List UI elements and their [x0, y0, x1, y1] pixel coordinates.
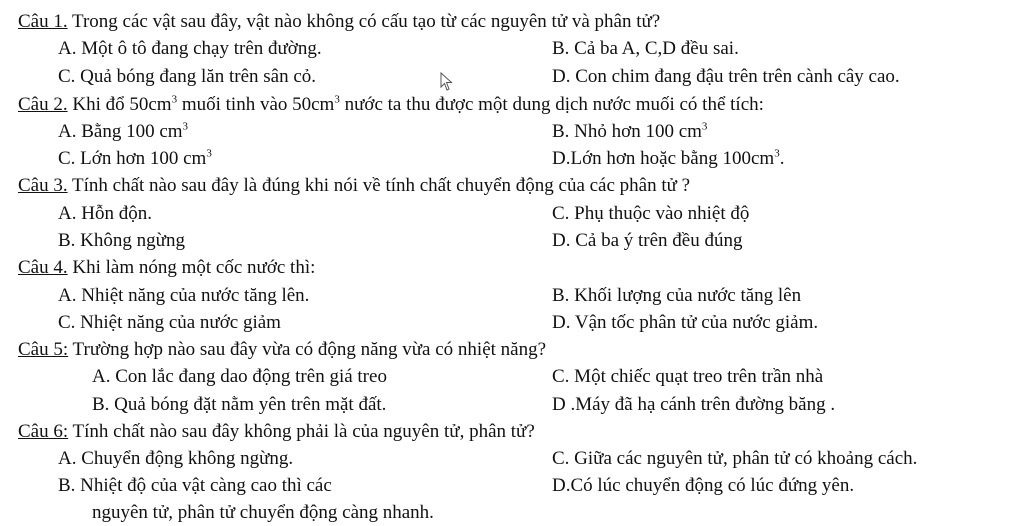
superscript: 3 — [171, 93, 178, 106]
question-2-option-d — [552, 147, 784, 170]
question-6 — [18, 420, 535, 443]
question-2 — [18, 93, 764, 116]
question-6-option-d: D.Có lúc chuyển động có lúc đứng yên. — [552, 475, 855, 496]
question-4-option-b: B. Khối lượng của nước tăng lên — [552, 285, 802, 306]
option-text: A. Bằng 100 cm — [58, 121, 183, 142]
question-4-option-c: C. Nhiệt năng của nước giảm — [58, 312, 281, 333]
question-2-option-a — [58, 120, 188, 143]
question-3-option-a: A. Hỗn độn. — [58, 203, 152, 224]
question-5-label: Câu 5: — [18, 339, 69, 360]
question-2-option-c — [58, 147, 212, 170]
question-6-option-a: A. Chuyển động không ngừng. — [58, 448, 294, 469]
question-6-option-b: B. Nhiệt độ của vật càng cao thì các — [58, 475, 332, 496]
superscript: 3 — [774, 147, 780, 160]
question-3-text: Tính chất nào sau đây là đúng khi nói về tính chất chuyển động của các phân tử ? — [67, 175, 691, 196]
mouse-cursor-icon — [440, 72, 456, 92]
option-text: B. Nhỏ hơn 100 cm — [552, 121, 702, 142]
question-4 — [18, 256, 315, 279]
question-3-option-d: D. Cả ba ý trên đều đúng — [552, 230, 743, 251]
question-3-option-b: B. Không ngừng — [58, 230, 185, 251]
superscript: 3 — [334, 93, 340, 106]
question-2-text-1: Khi đổ 50cm — [67, 94, 172, 115]
question-5-option-c: C. Một chiếc quạt treo trên trần nhà — [552, 366, 824, 387]
question-1-option-d: D. Con chim đang đậu trên trên cành cây cao. — [552, 66, 900, 87]
question-6-label: Câu 6: — [18, 421, 69, 442]
superscript: 3 — [701, 120, 708, 133]
question-6-option-b-continued: nguyên tử, phân tử chuyển động càng nhanh. — [92, 502, 434, 523]
question-4-option-a: A. Nhiệt năng của nước tăng lên. — [58, 285, 310, 306]
question-6-option-c: C. Giữa các nguyên tử, phân tử có khoảng cách. — [552, 448, 918, 469]
question-5 — [18, 338, 546, 361]
option-text: C. Lớn hơn 100 cm — [58, 148, 207, 169]
option-text: D.Lớn hơn hoặc bằng 100cm — [552, 148, 775, 169]
question-3-option-c: C. Phụ thuộc vào nhiệt độ — [552, 203, 750, 224]
question-2-text-2: muối tinh vào 50cm — [177, 94, 335, 115]
question-5-option-d: D .Máy đã hạ cánh trên đường băng . — [552, 394, 836, 415]
question-1-label: Câu 1. — [18, 11, 68, 32]
question-1-option-b: B. Cả ba A, C,D đều sai. — [552, 38, 739, 59]
question-5-option-b: B. Quả bóng đặt nằm yên trên mặt đất. — [92, 394, 387, 415]
option-text: . — [779, 148, 785, 169]
question-3-label: Câu 3. — [18, 175, 68, 196]
question-1 — [18, 10, 660, 33]
question-1-option-c: C. Quả bóng đang lăn trên sân cỏ. — [58, 66, 317, 87]
question-6-text: Tính chất nào sau đây không phải là của nguyên tử, phân tử? — [68, 421, 535, 442]
superscript: 3 — [206, 147, 212, 160]
superscript: 3 — [182, 120, 189, 133]
question-5-text: Trường hợp nào sau đây vừa có động năng vừa có nhiệt năng? — [68, 339, 547, 360]
question-5-option-a: A. Con lắc đang dao động trên giá treo — [92, 366, 387, 387]
question-3 — [18, 174, 690, 197]
question-4-label: Câu 4. — [18, 257, 68, 278]
question-2-label: Câu 2. — [18, 94, 68, 115]
question-1-option-a: A. Một ô tô đang chạy trên đường. — [58, 38, 322, 59]
question-1-text: Trong các vật sau đây, vật nào không có cấu tạo từ các nguyên tử và phân tử? — [67, 11, 661, 32]
question-2-option-b — [552, 120, 707, 143]
question-4-text: Khi làm nóng một cốc nước thì: — [67, 257, 316, 278]
question-4-option-d: D. Vận tốc phân tử của nước giảm. — [552, 312, 819, 333]
question-2-text-3: nước ta thu được một dung dịch nước muối có thể tích: — [339, 94, 764, 115]
